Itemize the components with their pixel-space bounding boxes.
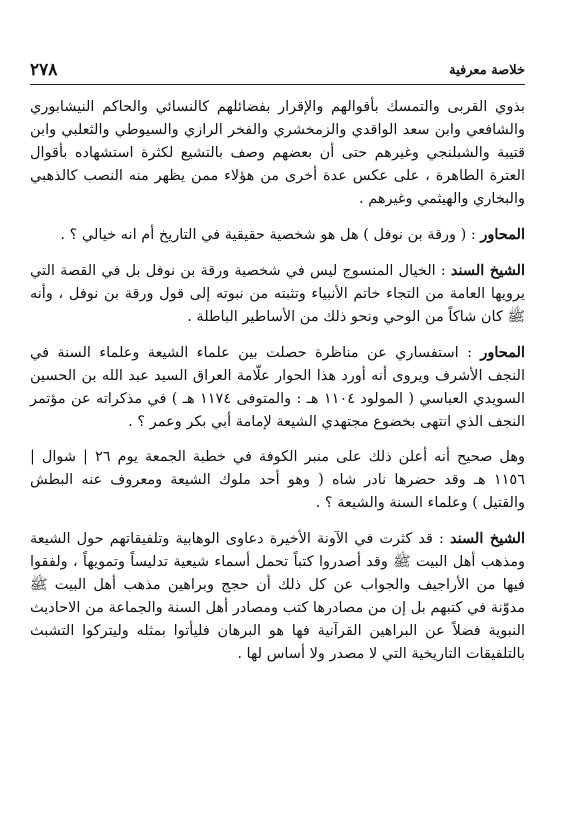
paragraph-2	[30, 223, 525, 247]
paragraph-text: : الخيال المنسوج ليس في شخصية ورقة بن نوفل بل في القصة التي يرويها العامة من التجاء خاتم الأنبياء وتثبته من نبوته إلى قول ورقة بن نوفل ، وأنه ﷺ كان شاكاً من الوحي ونحو ذلك من الأساطير الباطلة .	[30, 263, 525, 325]
paragraph-1	[30, 96, 525, 211]
speaker-label: المحاور	[480, 344, 525, 361]
paragraph-text: : استفساري عن مناظرة حصلت بين علماء الشيعة وعلماء السنة في النجف الأشرف ويروى أنه أورد هذا الحوار علّامة العراق السيد عبد الله بن الحسين السويدي العباسي ( المولود ١١٠٤ هـ : والمتوفى ١١٧٤ هـ ) في مذكراته عن مؤتمر النجف الذي انتهى بخضوع مجتهدي الشيعة لإمامة أبي بكر وعمر ؟ .	[30, 345, 525, 430]
paragraph-3	[30, 259, 525, 329]
paragraph-text: بذوي القربى والتمسك بأقوالهم والإقرار بفضائلهم كالنسائي والحاكم النيشابوري والشافعي وابن سعد الواقدي والزمخشري والفخر الرازي والسيوطي والثعلبي وابن قتيبة والشبلنجي وغيرهم حتى أن بعضهم وصف بالتشيع لكثرة استشهاده بأقوال العترة الطاهرة ، على عكس عدة أخرى من هؤلاء ممن يظهر منه النصب كالذهبي والبخاري والهيثمي وغيرهم .	[30, 99, 525, 207]
speaker-label: الشيخ السند	[449, 530, 525, 547]
page-header	[30, 60, 525, 85]
page-number: ٢٧٨	[30, 60, 58, 80]
paragraph-6	[30, 527, 525, 666]
paragraph-5	[30, 446, 525, 515]
paragraph-text: : قد كثرت في الآونة الأخيرة دعاوى الوهابية وتلفيقاتهم حول الشيعة ومذهب أهل البيت ﷺ وقد أصدروا كتباً تحمل أسماء شيعية تدليساً وتمويهاً ، ولفقوا فيها من الأراجيف والجواب عن كل ذلك أن حجج وبراهين مذهب أهل البيت ﷺ مدوّنة في كتبهم بل إن من مصادرها كتب ومصادر أهل السنة والجماعة من الاحاديث النبوية فضلاً عن البراهين القرآنية فها هو البرهان فليأتوا بمثله وليتركوا التشبث بالتلفيقات التاريخية التي لا مصدر ولا أساس لها .	[30, 531, 526, 662]
speaker-label: المحاور	[480, 226, 525, 243]
paragraph-4	[30, 341, 525, 434]
paragraph-text: وهل صحيح أنه أعلن ذلك على منبر الكوفة في خطبة الجمعة يوم ٢٦ | شوال | ١١٥٦ هـ وقد حضرها نادر شاه ( وهو أحد ملوك الشيعة ومعروف عنه البطش والقتيل ) وعلماء السنة والشيعة ؟ .	[30, 449, 525, 511]
page-body	[30, 96, 525, 678]
running-title: خلاصة معرفية	[449, 63, 525, 78]
paragraph-text: : ( ورقة بن نوفل ) هل هو شخصية حقيقية في التاريخ أم انه خيالي ؟ .	[60, 227, 481, 243]
speaker-label: الشيخ السند	[450, 262, 525, 279]
